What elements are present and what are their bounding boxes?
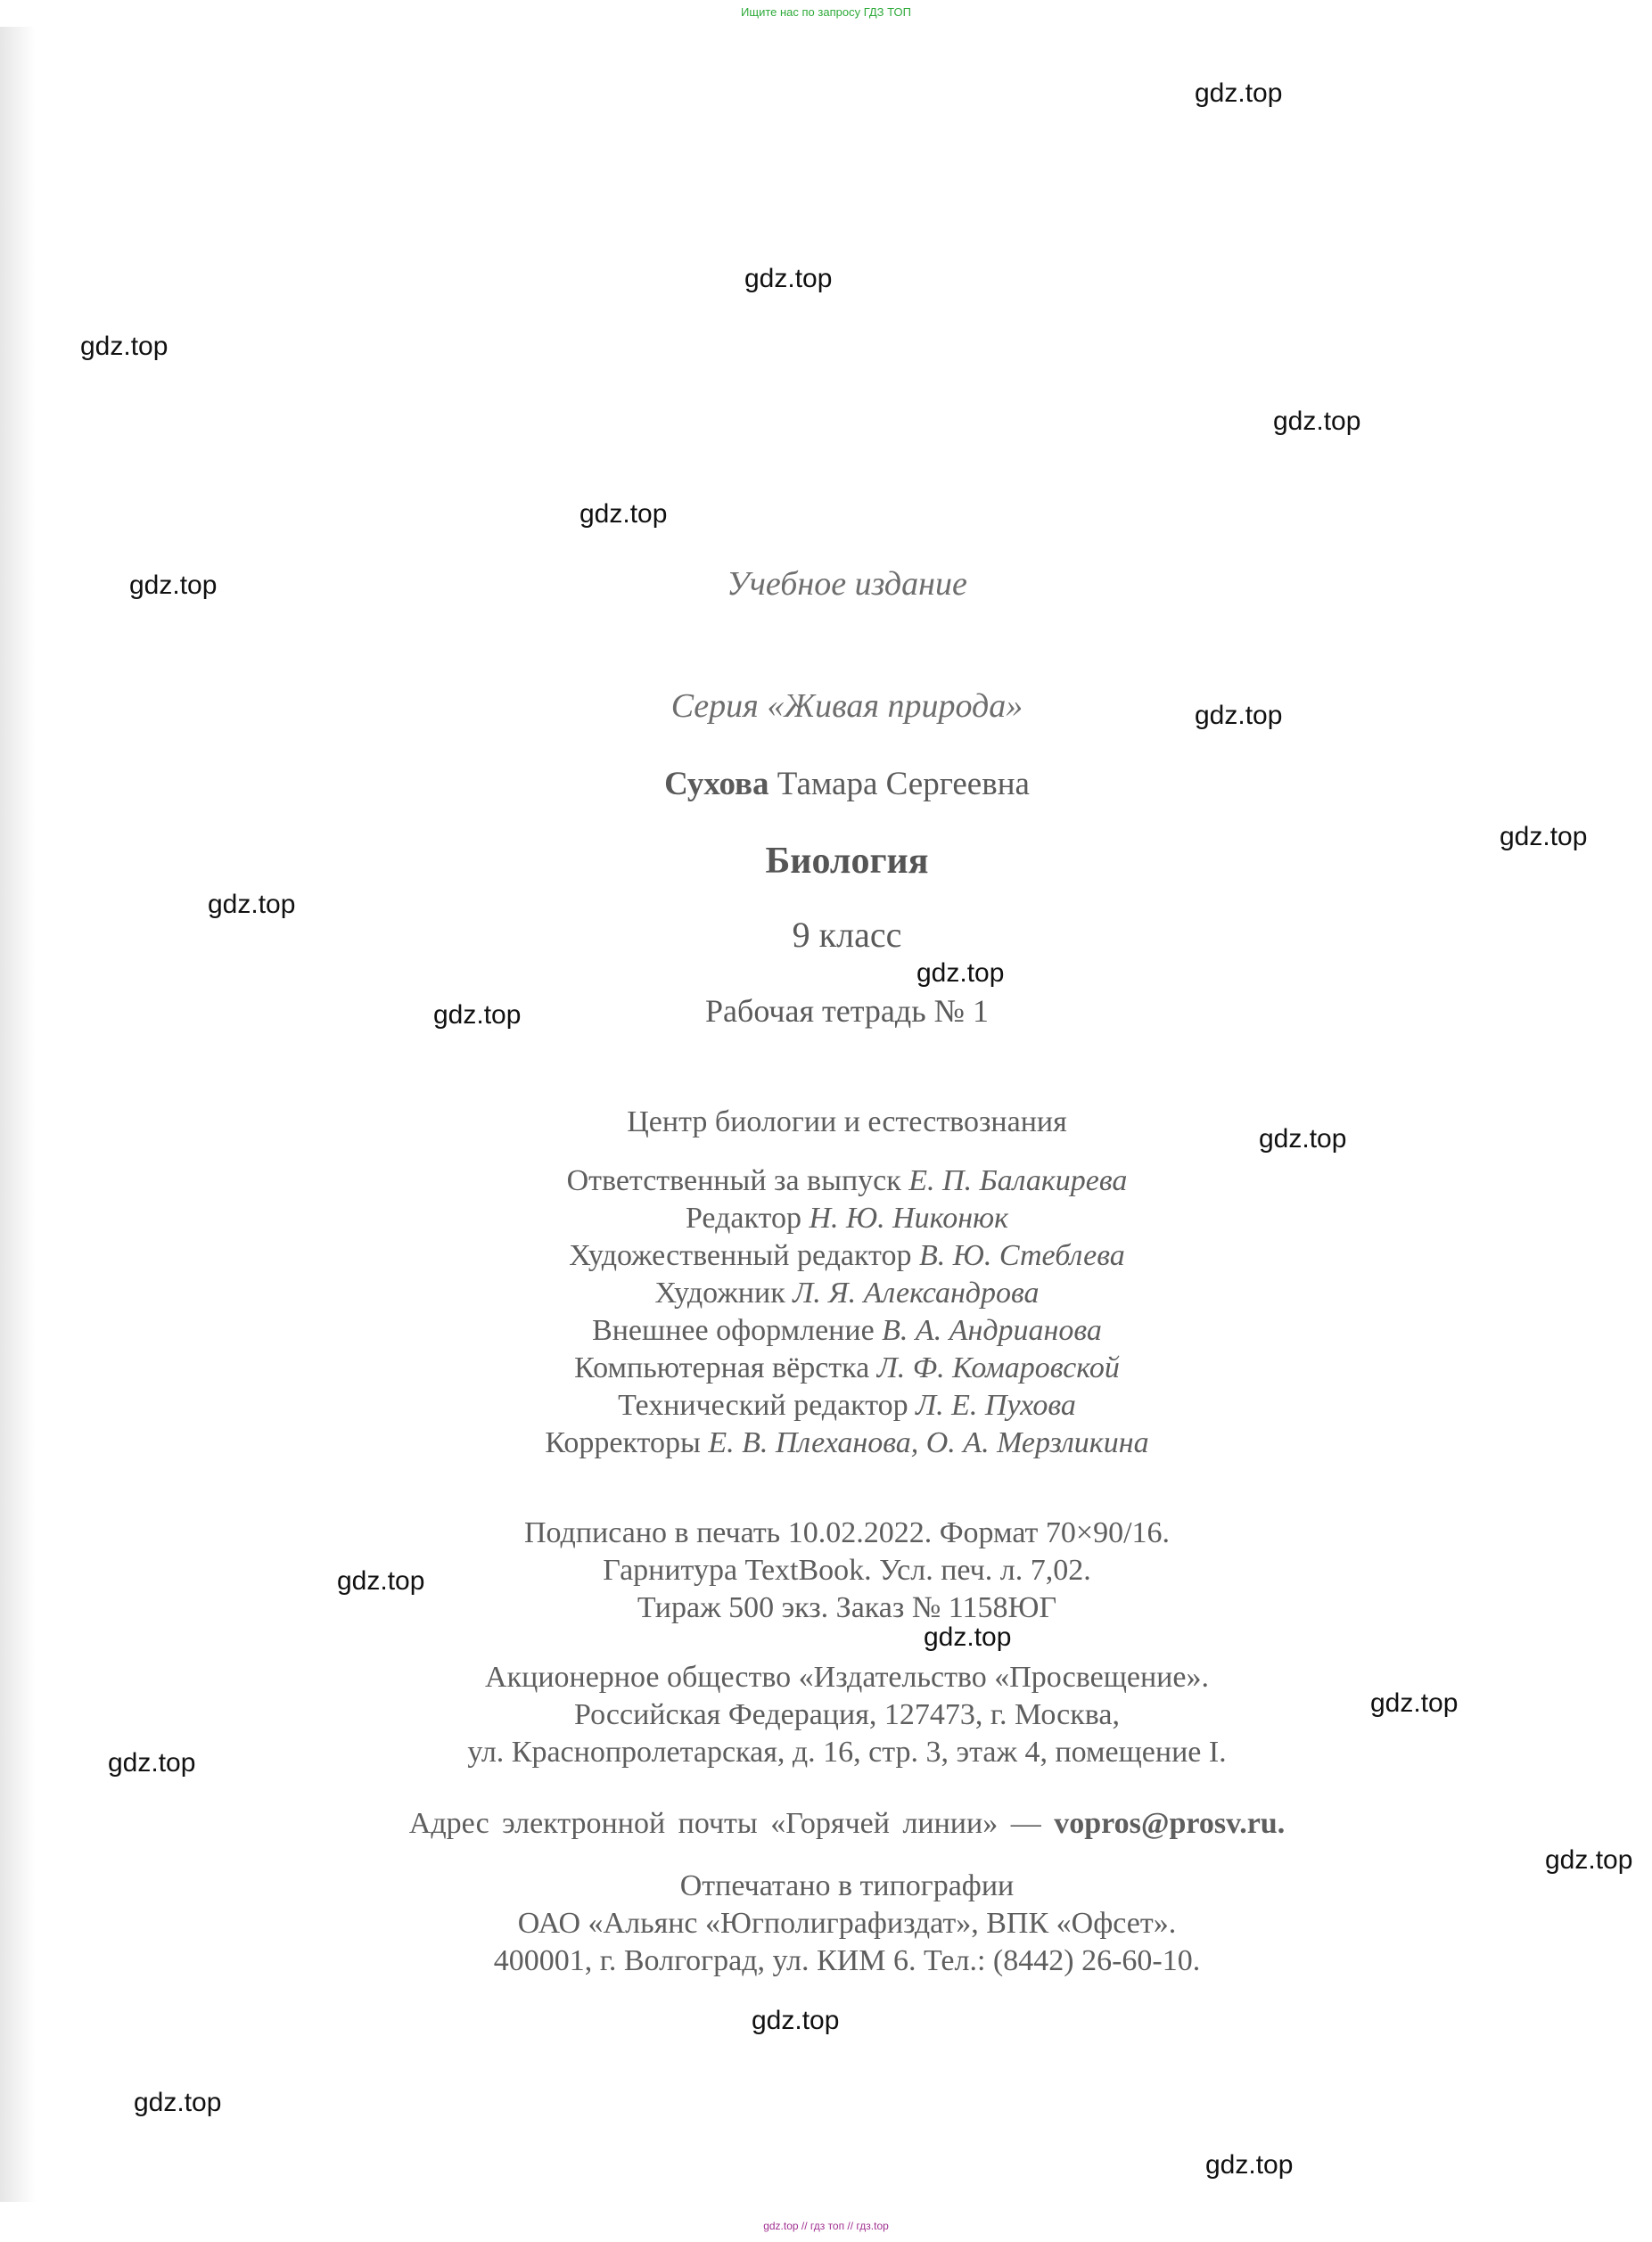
print-detail: Тираж 500 экз. Заказ № 1158ЮГ [637, 1591, 1057, 1624]
credit-name: Е. В. Плеханова, О. А. Мерзликина [708, 1426, 1149, 1459]
credit-name: Л. Ф. Комаровской [876, 1351, 1120, 1384]
credit-line [0, 1351, 1652, 1385]
credit-name: Л. Я. Александрова [793, 1277, 1040, 1310]
credit-name: Л. Е. Пухова [916, 1389, 1076, 1422]
credit-role: Компьютерная вёрстка [574, 1351, 870, 1384]
watermark: gdz.top [1205, 2150, 1294, 2180]
credit-role: Художественный редактор [569, 1239, 912, 1272]
credit-role: Ответственный за выпуск [566, 1164, 901, 1197]
credit-line [0, 1426, 1652, 1460]
watermark: gdz.top [1259, 1124, 1347, 1154]
watermark: gdz.top [1195, 78, 1283, 108]
publisher-line: ул. Краснопролетарская, д. 16, стр. 3, этаж 4, помещение I. [467, 1736, 1227, 1769]
credit-name: В. Ю. Стеблева [918, 1239, 1125, 1272]
workbook-number: Рабочая тетрадь № 1 [705, 993, 989, 1029]
watermark: gdz.top [208, 890, 296, 919]
print-detail: Гарнитура TextBook. Усл. печ. л. 7,02. [603, 1554, 1091, 1587]
print-detail: Подписано в печать 10.02.2022. Формат 70×90/16. [523, 1516, 1171, 1549]
publisher-line: Акционерное общество «Издательство «Просвещение». [485, 1661, 1209, 1694]
credit-role: Внешнее оформление [592, 1314, 875, 1347]
credit-role: Художник [654, 1277, 785, 1310]
watermark: gdz.top [1273, 407, 1361, 436]
book-title: Биология [765, 841, 929, 882]
credit-line [0, 1202, 1652, 1236]
credit-name: В. А. Андрианова [882, 1314, 1102, 1347]
credit-role: Корректоры [545, 1426, 701, 1459]
watermark: gdz.top [337, 1566, 425, 1596]
watermark: gdz.top [129, 571, 218, 600]
grade: 9 класс [792, 915, 902, 955]
watermark: gdz.top [433, 1000, 522, 1030]
hotline [0, 1807, 1652, 1841]
credit-line [0, 1164, 1652, 1198]
watermark: gdz.top [752, 2006, 840, 2035]
watermark: gdz.top [1195, 701, 1283, 730]
credit-role: Редактор [685, 1202, 801, 1235]
watermark: gdz.top [924, 1622, 1012, 1652]
credit-name: Н. Ю. Никонюк [809, 1202, 1009, 1235]
author-surname: Сухова [664, 766, 769, 802]
credit-line [0, 1277, 1652, 1310]
watermark: gdz.top [744, 264, 833, 293]
credit-name: Е. П. Балакирева [908, 1164, 1128, 1197]
author-given-name: Тамара Сергеевна [777, 766, 1030, 802]
hotline-label: Адрес электронной почты «Горячей линии» — [408, 1807, 1041, 1840]
hotline-email[interactable]: vopros@prosv.ru. [1054, 1807, 1286, 1840]
top-banner: Ищите нас по запросу ГДЗ ТОП [741, 5, 911, 19]
credit-line [0, 1239, 1652, 1273]
printer-line: ОАО «Альянс «Югполиграфиздат», ВПК «Офсет». [517, 1907, 1177, 1940]
credit-line [0, 1314, 1652, 1348]
watermark: gdz.top [1545, 1845, 1633, 1875]
watermark: gdz.top [108, 1748, 196, 1778]
watermark: gdz.top [579, 499, 668, 529]
edition-type: Учебное издание [727, 565, 967, 603]
publisher-line: Российская Федерация, 127473, г. Москва, [574, 1698, 1120, 1731]
credit-role: Технический редактор [618, 1389, 908, 1422]
printer-line: Отпечатано в типографии [679, 1869, 1015, 1902]
watermark: gdz.top [1500, 822, 1588, 851]
watermark: gdz.top [134, 2088, 222, 2117]
credit-line [0, 1389, 1652, 1423]
watermark: gdz.top [80, 332, 168, 361]
watermark: gdz.top [916, 958, 1005, 988]
author [0, 765, 1652, 803]
center-name: Центр биологии и естествознания [627, 1105, 1067, 1138]
bottom-banner: gdz.top // гдз топ // гдз.top [763, 2220, 889, 2232]
printer-line: 400001, г. Волгоград, ул. КИМ 6. Тел.: (8442) 26-60-10. [493, 1944, 1201, 1977]
series-name: Серия «Живая природа» [670, 687, 1023, 725]
watermark: gdz.top [1370, 1688, 1459, 1718]
